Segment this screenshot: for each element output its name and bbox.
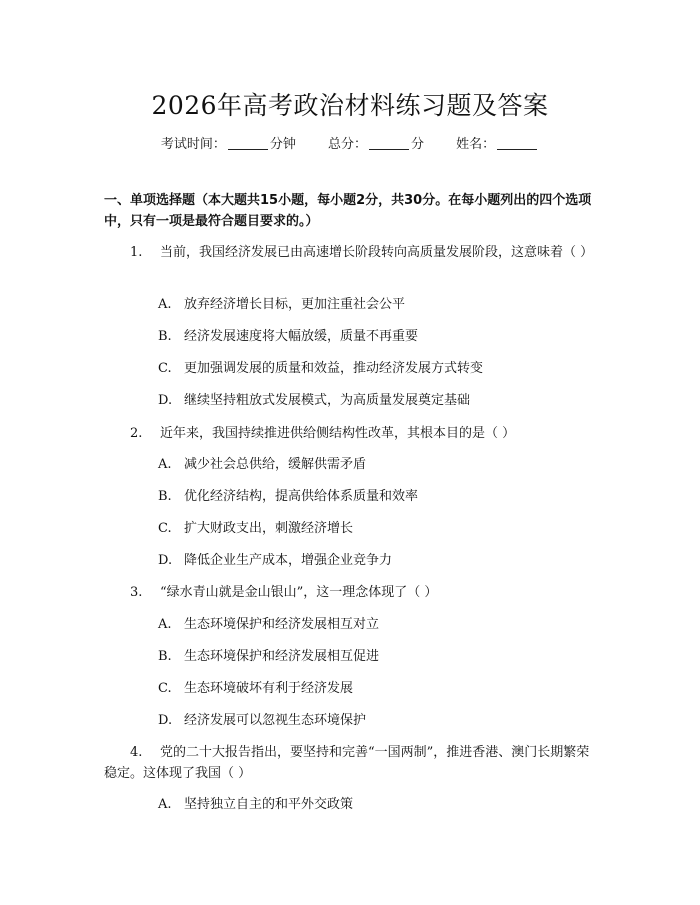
total-score-field: 总分： 分 (327, 137, 425, 152)
question-3-option-a: A. 生态环境保护和经济发展相互对立 (158, 617, 380, 632)
question-number: 1. (130, 245, 143, 260)
question-2-option-b: B. 优化经济结构，提高供给体系质量和效率 (158, 489, 419, 504)
question-1-option-c: C. 更加强调发展的质量和效益，推动经济发展方式转变 (158, 361, 484, 376)
score-blank (369, 136, 409, 150)
question-3-option-c: C. 生态环境破坏有利于经济发展 (158, 681, 354, 696)
exam-info-line (0, 133, 700, 152)
question-2-option-d: D. 降低企业生产成本，增强企业竞争力 (158, 553, 393, 568)
question-text: 近年来，我国持续推进供给侧结构性改革，其根本目的是（ ） (160, 426, 516, 441)
question-number: 2. (130, 426, 143, 441)
question-3-option-d: D. 经济发展可以忽视生态环境保护 (158, 713, 367, 728)
question-4 (104, 742, 600, 784)
question-3-option-b: B. 生态环境保护和经济发展相互促进 (158, 649, 380, 664)
question-1-option-b: B. 经济发展速度将大幅放缓，质量不再重要 (158, 329, 419, 344)
question-number: 3. (130, 585, 143, 600)
question-text: 当前，我国经济发展已由高速增长阶段转向高质量发展阶段，这意味着（ ） (160, 245, 594, 260)
question-3 (104, 582, 600, 603)
exam-time-field: 考试时间： 分钟 (160, 137, 296, 152)
question-number: 4. (130, 745, 143, 760)
section-heading: 一、单项选择题（本大题共15小题，每小题2分，共30分。在每小题列出的四个选项中，只有一项是最符合题目要求的。） (104, 193, 592, 229)
question-1-option-a: A. 放弃经济增长目标，更加注重社会公平 (158, 297, 406, 312)
time-blank (228, 136, 268, 150)
name-field: 姓名： (456, 137, 539, 152)
question-4-option-a: A. 坚持独立自主的和平外交政策 (158, 797, 354, 812)
exam-title: 2026年高考政治材料练习题及答案 (151, 91, 549, 120)
question-1-option-d: D. 继续坚持粗放式发展模式，为高质量发展奠定基础 (158, 393, 471, 408)
name-blank (497, 136, 537, 150)
question-1 (104, 242, 600, 263)
question-2 (104, 423, 600, 444)
question-text: 党的二十大报告指出，要坚持和完善“一国两制”，推进香港、澳门长期繁荣稳定。这体现了我国（ ） (104, 745, 590, 781)
question-text: “绿水青山就是金山银山”，这一理念体现了（ ） (160, 585, 438, 600)
question-2-option-a: A. 减少社会总供给，缓解供需矛盾 (158, 457, 367, 472)
question-2-option-c: C. 扩大财政支出，刺激经济增长 (158, 521, 354, 536)
